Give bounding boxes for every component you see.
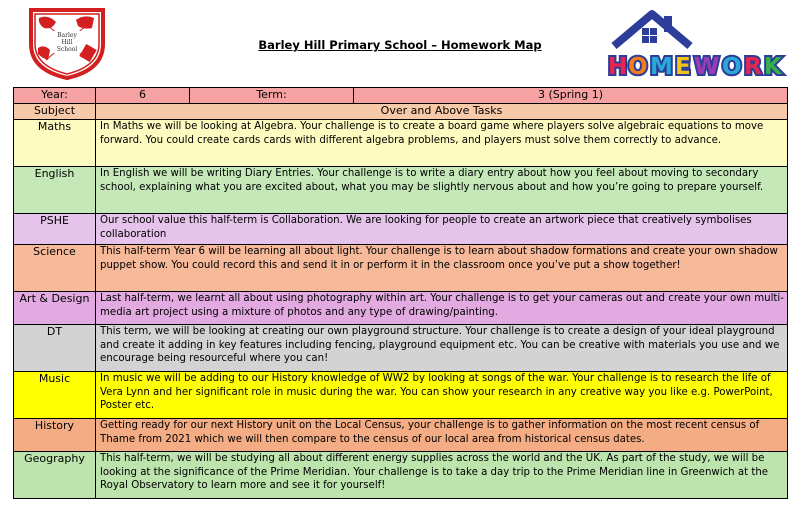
term-label: Term: — [190, 88, 354, 104]
subject-science: Science — [14, 245, 96, 292]
task-science: This half-term Year 6 will be learning all about light. Your challenge is to learn about shadow formations and create your own shadow puppet show. You could record this and send it in or perform it in the classroom once you’ve put a show together! — [96, 245, 788, 292]
table-row — [14, 245, 788, 292]
svg-text:M: M — [650, 54, 673, 80]
page-title: Barley Hill Primary School – Homework Map — [258, 38, 542, 52]
year-label: Year: — [14, 88, 96, 104]
task-music: In music we will be adding to our History knowledge of WW2 by looking at songs of the war. Your challenge is to research the life of Vera Lynn and her significant role in music during the war. You can show your research in any creative way you like e.g. PowerPoint, Poster etc. — [96, 372, 788, 419]
table-row — [14, 372, 788, 419]
task-geography: This half-term, we will be studying all about different energy supplies across the world and the UK. As part of the study, we will be looking at the significance of the Prime Meridian. Your challenge is to take a day trip to the Prime Meridian line in Greenwich at the Royal Observatory to learn more and see it for yourself! — [96, 452, 788, 499]
table-row — [14, 214, 788, 245]
subject-music: Music — [14, 372, 96, 419]
svg-text:R: R — [744, 54, 762, 80]
svg-text:O: O — [628, 54, 648, 80]
term-value: 3 (Spring 1) — [354, 88, 788, 104]
svg-text:O: O — [722, 54, 742, 80]
tasks-header: Over and Above Tasks — [96, 104, 788, 120]
homework-logo — [602, 4, 788, 86]
svg-text:W: W — [694, 54, 720, 80]
task-art-design: Last half-term, we learnt all about using photography within art. Your challenge is to get your cameras out and create your own multi-media art project using a mixture of photos and any type of drawing/painting. — [96, 292, 788, 325]
svg-text:Hill: Hill — [61, 39, 73, 46]
subject-maths: Maths — [14, 120, 96, 167]
subject-header: Subject — [14, 104, 96, 120]
table-row — [14, 419, 788, 452]
subject-english: English — [14, 167, 96, 214]
table-row — [14, 120, 788, 167]
table-row — [14, 292, 788, 325]
homework-map-table — [13, 87, 788, 499]
svg-text:School: School — [56, 46, 78, 53]
subject-geography: Geography — [14, 452, 96, 499]
task-history: Getting ready for our next History unit on the Local Census, your challenge is to gather information on the most recent census of Thame from 2021 which we will then compare to the census of our local area from historical census dates. — [96, 419, 788, 452]
svg-text:H: H — [608, 54, 628, 80]
task-dt: This term, we will be looking at creating our own playground structure. Your challenge is to create a design of your ideal playground and create it adding in key features including fencing, playground equipment etc. You can be creative with materials you use and we encourage being resourceful where you can! — [96, 325, 788, 372]
table-header-row — [14, 104, 788, 120]
subject-pshe: PSHE — [14, 214, 96, 245]
info-row — [14, 88, 788, 104]
svg-text:E: E — [675, 54, 691, 80]
year-value: 6 — [96, 88, 190, 104]
table-row — [14, 452, 788, 499]
subject-history: History — [14, 419, 96, 452]
task-pshe: Our school value this half-term is Collaboration. We are looking for people to create an artwork piece that creatively symbolises collaboration — [96, 214, 788, 245]
task-english: In English we will be writing Diary Entries. Your challenge is to write a diary entry about how you feel about moving to secondary school, explaining what you are excited about, what you may be slightly nervous about and how you’re going to prepare yourself. — [96, 167, 788, 214]
svg-text:K: K — [764, 54, 782, 80]
table-row — [14, 325, 788, 372]
subject-art-design: Art & Design — [14, 292, 96, 325]
svg-text:Barley: Barley — [57, 32, 77, 39]
task-maths: In Maths we will be looking at Algebra. Your challenge is to create a board game where players solve algebraic equations to move forward. You could create cards cards with different algebra problems, and players must solve them correctly to advance. — [96, 120, 788, 167]
table-row — [14, 167, 788, 214]
subject-dt: DT — [14, 325, 96, 372]
